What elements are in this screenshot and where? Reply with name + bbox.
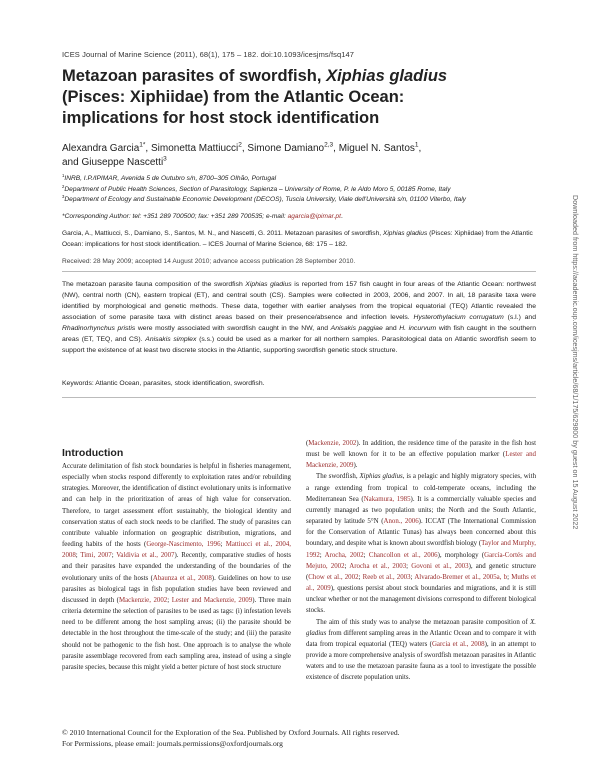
affiliation-1: $^1$INRB, I.P./IPIMAR, Avenida 5 de Outubro s/n, 8700–305 Olhão, Portugal xyxy=(62,172,277,182)
reference-link[interactable]: Arocha et al., 2003 xyxy=(349,562,407,570)
article-title: Metazoan parasites of swordfish, Xiphias gladius (Pisces: Xiphiidae) from the Atlantic Ocean: implications for host stock identification xyxy=(62,67,448,127)
reference-link[interactable]: Alvarado-Bremer et al., 2005a, b xyxy=(414,573,508,581)
paragraph: The swordfish, Xiphias gladius, is a pelagic and highly migratory species, with a range extending from tropical to cold-temperate oceans, including the Mediterranean Sea (Nakamura, 1985). It is a commercially valuable species and currently managed as two population units; the North and the South Atlantic, separated by latitude 5°N (Anon., 2006). ICCAT (The International Commission for the Conservation of Atlantic Tunas) has always been concerned about this boundary, and despite what is known about swordfish biology (Taylor and Murphy, 1992; Arocha, 2002; Chancollon et al., 2006), morphology (García-Cortés and Mejuto, 2002; Arocha et al., 2003; Govoni et al., 2003), and genetic structure (Chow et al., 2002; Reeb et al., 2003; Alvarado-Bremer et al., 2005a, b; Muths et al., 2009), questions persist about stock boundaries and migrations, and it is still unclear whether or not the management divisions correspond to different biological stocks. xyxy=(306,473,537,615)
affiliation-2: $^2$Department of Public Health Sciences, Section of Parasitology, Sapienza – University of Rome, P. le Aldo Moro 5, 00185 Rome, Italy xyxy=(62,183,451,193)
reference-link[interactable]: Chancollon et al., 2006 xyxy=(368,551,438,559)
affiliations xyxy=(62,174,532,206)
reference-link[interactable]: García-Cortés and Mejuto, 2002 xyxy=(306,551,537,570)
reference-link[interactable]: Taylor and Murphy, 1992 xyxy=(306,540,536,559)
download-side-note xyxy=(571,195,581,595)
reference-link[interactable]: Mackenzie, 2002 xyxy=(308,440,357,447)
divider-top xyxy=(62,271,536,272)
reference-link[interactable]: Mackenzie, 2002 xyxy=(118,596,168,604)
author-list: Alexandra Garcia$^{1*}$, Simonetta Mattiucci$^2$, Simone Damiano$^{2,3}$, Miguel N. Santos$^1$, and Giuseppe Nascetti$^3$ xyxy=(62,141,422,168)
paragraph: Accurate delimitation of fish stock boundaries is helpful in fisheries management, especially when stocks respond differently to exploitation rates and/or rebuilding strategies. Moreover, the identification of distinct evolutionary units is informative and can help in the prioritization of areas of high value for conservation. Therefore, to target assessment effort sustainably, the biological identity and conservation status of each stock needs to be clarified. The study of parasites can contribute valuable information on geographic distribution, migrations, and feeding habits of the hosts (George-Nascimento, 1996; Mattiucci et al., 2004, 2008; Timi, 2007; Valdivia et al., 2007). Recently, comparative studies of hosts and their parasites have expanded the understanding of the boundaries of the evolutionary units of the hosts (Abaunza et al., 2008). Guidelines on how to use parasites as biological tags in fish population studies have been reviewed and discussed in depth (Mackenzie, 2002; Lester and Mackenzie, 2009). Three main criteria determine the selection of parasites to be used as tags: (i) infestation levels need to be different among the host sampling areas; (ii) the parasite should be detectable in the host throughout the time-scale of the study; and (iii) the parasite should not be pathogenic to the fish host. One approach is to analyse the whole parasite assemblage recovered from each sampling area, instead of using a single parasite species, because this might yield a better picture of host stock structure xyxy=(62,463,292,671)
reference-link[interactable]: Nakamura, 1985 xyxy=(363,495,411,503)
reference-link[interactable]: Lester and Mackenzie, 2009 xyxy=(306,451,537,470)
keywords: Keywords: Atlantic Ocean, parasites, stock identification, swordfish. xyxy=(62,380,265,387)
reference-link[interactable]: Mattiucci et al., 2004, 2008 xyxy=(62,541,291,560)
section-heading-introduction: Introduction xyxy=(62,447,124,459)
received-dates: Received: 28 May 2009; accepted 14 August 2010; advance access publication 28 September 2010. xyxy=(62,258,356,265)
abstract: The metazoan parasite fauna composition of the swordfish Xiphias gladius is reported from 157 fish caught in four areas of the Atlantic Ocean: northwest (NW), central north (CN), eastern tropical (ET), and central south (CS). Samples were collected in 2003, 2006, and 2007. In all, 18 parasite taxa were identified by morphological and genetic methods. These data, together with earlier analyses from the tropical equatorial (TEQ) Atlantic revealed the association of some parasite taxa with distinct areas based on their presence/absence and infection levels. Hysterothylacium corrugatum (s.l.) and Rhadinorhynchus pristis were mostly associated with swordfish caught in the NW, and Anisakis paggiae and H. incurvum with fish caught in the southern areas (ET, TEQ, and CS). Anisakis simplex (s.s.) could be used as a marker for all northern samples. Parasitological data on Atlantic swordfish seem to support the existence of at least two discrete stocks in the Atlantic, supporting swordfish genetic stock structure. xyxy=(62,281,537,354)
reference-link[interactable]: Chow et al., 2002 xyxy=(308,573,359,581)
paragraph: (Mackenzie, 2002). In addition, the residence time of the parasite in the fish host must be well known for it to be an effective population marker (Lester and Mackenzie, 2009). xyxy=(306,440,537,470)
citation: Garcia, A., Mattiucci, S., Damiano, S., Santos, M. N., and Nascetti, G. 2011. Metazoan parasites of swordfish, Xiphias gladius (Pisces: Xiphiidae) from the Atlantic Ocean: implications for host stock identification. – ICES Journal of Marine Science, 68: 175 – 182. xyxy=(62,230,533,248)
reference-link[interactable]: Anon., 2006 xyxy=(383,518,419,526)
reference-link[interactable]: Reeb et al., 2003 xyxy=(362,573,411,581)
reference-link[interactable]: Lester and Mackenzie, 2009 xyxy=(171,596,253,604)
body-column-right xyxy=(306,438,536,683)
corresponding-author: *Corresponding Author: tel: +351 289 700500; fax: +351 289 700535; e-mail: agarcia@ipimar.pt. xyxy=(62,213,343,220)
body-column-left xyxy=(62,461,291,673)
reference-link[interactable]: Muths et al., 2009 xyxy=(306,573,537,593)
reference-link[interactable]: George-Nascimento, 1996 xyxy=(146,541,221,549)
copyright-footer xyxy=(62,728,537,749)
reference-link[interactable]: Garcia et al., 2008 xyxy=(431,640,485,648)
reference-link[interactable]: Abaunza et al., 2008 xyxy=(152,574,212,582)
download-note-text: Downloaded from https://academic.oup.com/icesjms/article/68/1/175/629800 by guest on 15 August 2022 xyxy=(571,195,580,530)
reference-link[interactable]: Arocha, 2002 xyxy=(324,551,364,559)
copyright-line: © 2010 International Council for the Exploration of the Sea. Published by Oxford Journals. All rights reserved. xyxy=(62,728,400,737)
permissions-line: For Permissions, please email: journals.permissions@oxfordjournals.org xyxy=(62,738,283,748)
reference-link[interactable]: Valdivia et al., 2007 xyxy=(116,552,175,560)
affiliation-3: $^3$Department of Ecology and Sustainable Economic Development (DECOS), Tuscia University, Viale dell'Università s/n, 01100 Viterbo, Italy xyxy=(62,193,466,203)
reference-link[interactable]: Timi, 2007 xyxy=(80,552,112,560)
reference-link[interactable]: Govoni et al., 2003 xyxy=(411,562,469,570)
journal-header: ICES Journal of Marine Science (2011), 68(1), 175 – 182. doi:10.1093/icesjms/fsq147 xyxy=(62,50,355,59)
divider-bottom xyxy=(62,397,536,398)
email-link[interactable]: agarcia@ipimar.pt xyxy=(287,213,341,220)
paragraph: The aim of this study was to analyse the metazoan parasite composition of X. gladius from different sampling areas in the Atlantic Ocean and to compare it with data from tropical equatorial (TEQ) waters (Garcia et al., 2008), in an attempt to provide a more comprehensive analysis of swordfish metazoan parasites in Atlantic waters and to use the metazoan parasite fauna as a tool to investigate the possible existence of discrete population units. xyxy=(306,618,537,682)
